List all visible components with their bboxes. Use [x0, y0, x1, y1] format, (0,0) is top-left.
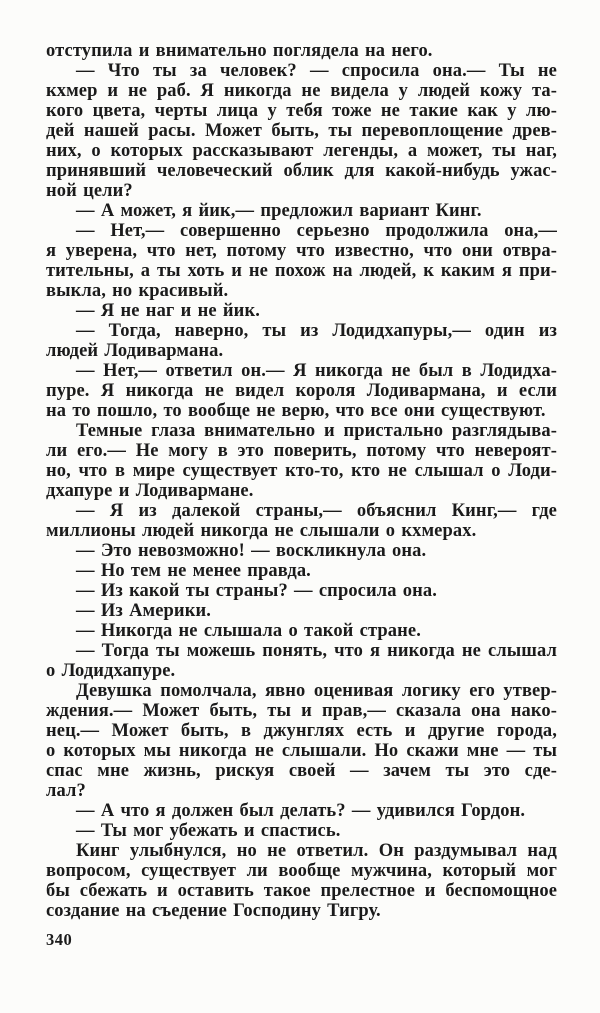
text-line: миллионы людей никогда не слышали о кхмерах. — [46, 521, 477, 541]
text-line: на то пошло, то вообще не верю, что все они существуют. — [46, 401, 546, 421]
text-line: людей Лодивармана. — [46, 341, 224, 361]
text-line: — Тогда, наверно, ты из Лодидхапуры,— один из — [76, 321, 557, 341]
text-line: — Я не наг и не йик. — [76, 301, 260, 321]
text-line: отступила и внимательно поглядела на него. — [46, 41, 433, 61]
text-line: — Нет,— ответил он.— Я никогда не был в Лодидха- — [76, 361, 557, 381]
text-line: Кинг улыбнулся, но не ответил. Он раздумывал над — [76, 841, 557, 861]
text-line: Девушка помолчала, явно оценивая логику его утвер- — [76, 681, 557, 701]
text-line: Темные глаза внимательно и пристально разглядыва- — [76, 421, 557, 441]
text-line: ной цели? — [46, 181, 133, 201]
text-line: — Из какой ты страны? — спросила она. — [76, 581, 437, 601]
text-line: я уверена, что нет, потому что известно, что они отвра- — [46, 241, 557, 261]
text-line: ждения.— Может быть, ты и прав,— сказала она нако- — [46, 701, 557, 721]
text-line: бы сбежать и оставить такое прелестное и беспомощное — [46, 881, 557, 901]
text-line: — Из Америки. — [76, 601, 211, 621]
text-line: пуре. Я никогда не видел короля Лодивармана, и если — [46, 381, 557, 401]
text-line: — А что я должен был делать? — удивился Гордон. — [76, 801, 526, 821]
page-number: 340 — [46, 930, 73, 949]
text-line: но, что в мире существует кто-то, кто не слышал о Лоди- — [46, 461, 557, 481]
text-line: ли его.— Не могу в это поверить, потому что невероят- — [46, 441, 557, 461]
page-text — [46, 41, 557, 921]
text-line: выкла, но красивый. — [46, 281, 229, 301]
text-line: вопросом, существует ли вообще мужчина, который мог — [46, 861, 557, 881]
text-line: — Ты мог убежать и спастись. — [76, 821, 341, 841]
text-line: о которых мы никогда не слышали. Но скажи мне — ты — [46, 741, 557, 761]
text-line: — Я из далекой страны,— объяснил Кинг,— где — [76, 501, 557, 521]
text-line: дхапуре и Лодивармане. — [46, 481, 254, 501]
text-line: — Что ты за человек? — спросила она.— Ты не — [76, 61, 557, 81]
text-line: — Нет,— совершенно серьезно продолжила она,— — [76, 221, 557, 241]
text-line: — Но тем не менее правда. — [76, 561, 311, 581]
text-line: спас мне жизнь, рискуя своей — зачем ты это сде- — [46, 761, 557, 781]
text-line: нец.— Может быть, в джунглях есть и другие города, — [46, 721, 557, 741]
text-line: — Никогда не слышала о такой стране. — [76, 621, 421, 641]
text-line: принявший человеческий облик для какой-нибудь ужас- — [46, 161, 557, 181]
text-line: лал? — [46, 781, 86, 801]
text-line: кхмер и не раб. Я никогда не видела у людей кожу та- — [46, 81, 557, 101]
text-line: о Лодидхапуре. — [46, 661, 176, 681]
text-line: кого цвета, черты лица у тебя тоже не такие как у лю- — [46, 101, 557, 121]
text-line: — А может, я йик,— предложил вариант Кинг. — [76, 201, 482, 221]
text-line: тительны, а ты хоть и не похож на людей, к каким я при- — [46, 261, 557, 281]
text-line: дей нашей расы. Может быть, ты перевоплощение древ- — [46, 121, 557, 141]
text-line: создание на съедение Господину Тигру. — [46, 901, 381, 921]
text-line: — Тогда ты можешь понять, что я никогда не слышал — [76, 641, 557, 661]
text-line: них, о которых рассказывают легенды, а может, ты наг, — [46, 141, 557, 161]
text-line: — Это невозможно! — воскликнула она. — [76, 541, 427, 561]
